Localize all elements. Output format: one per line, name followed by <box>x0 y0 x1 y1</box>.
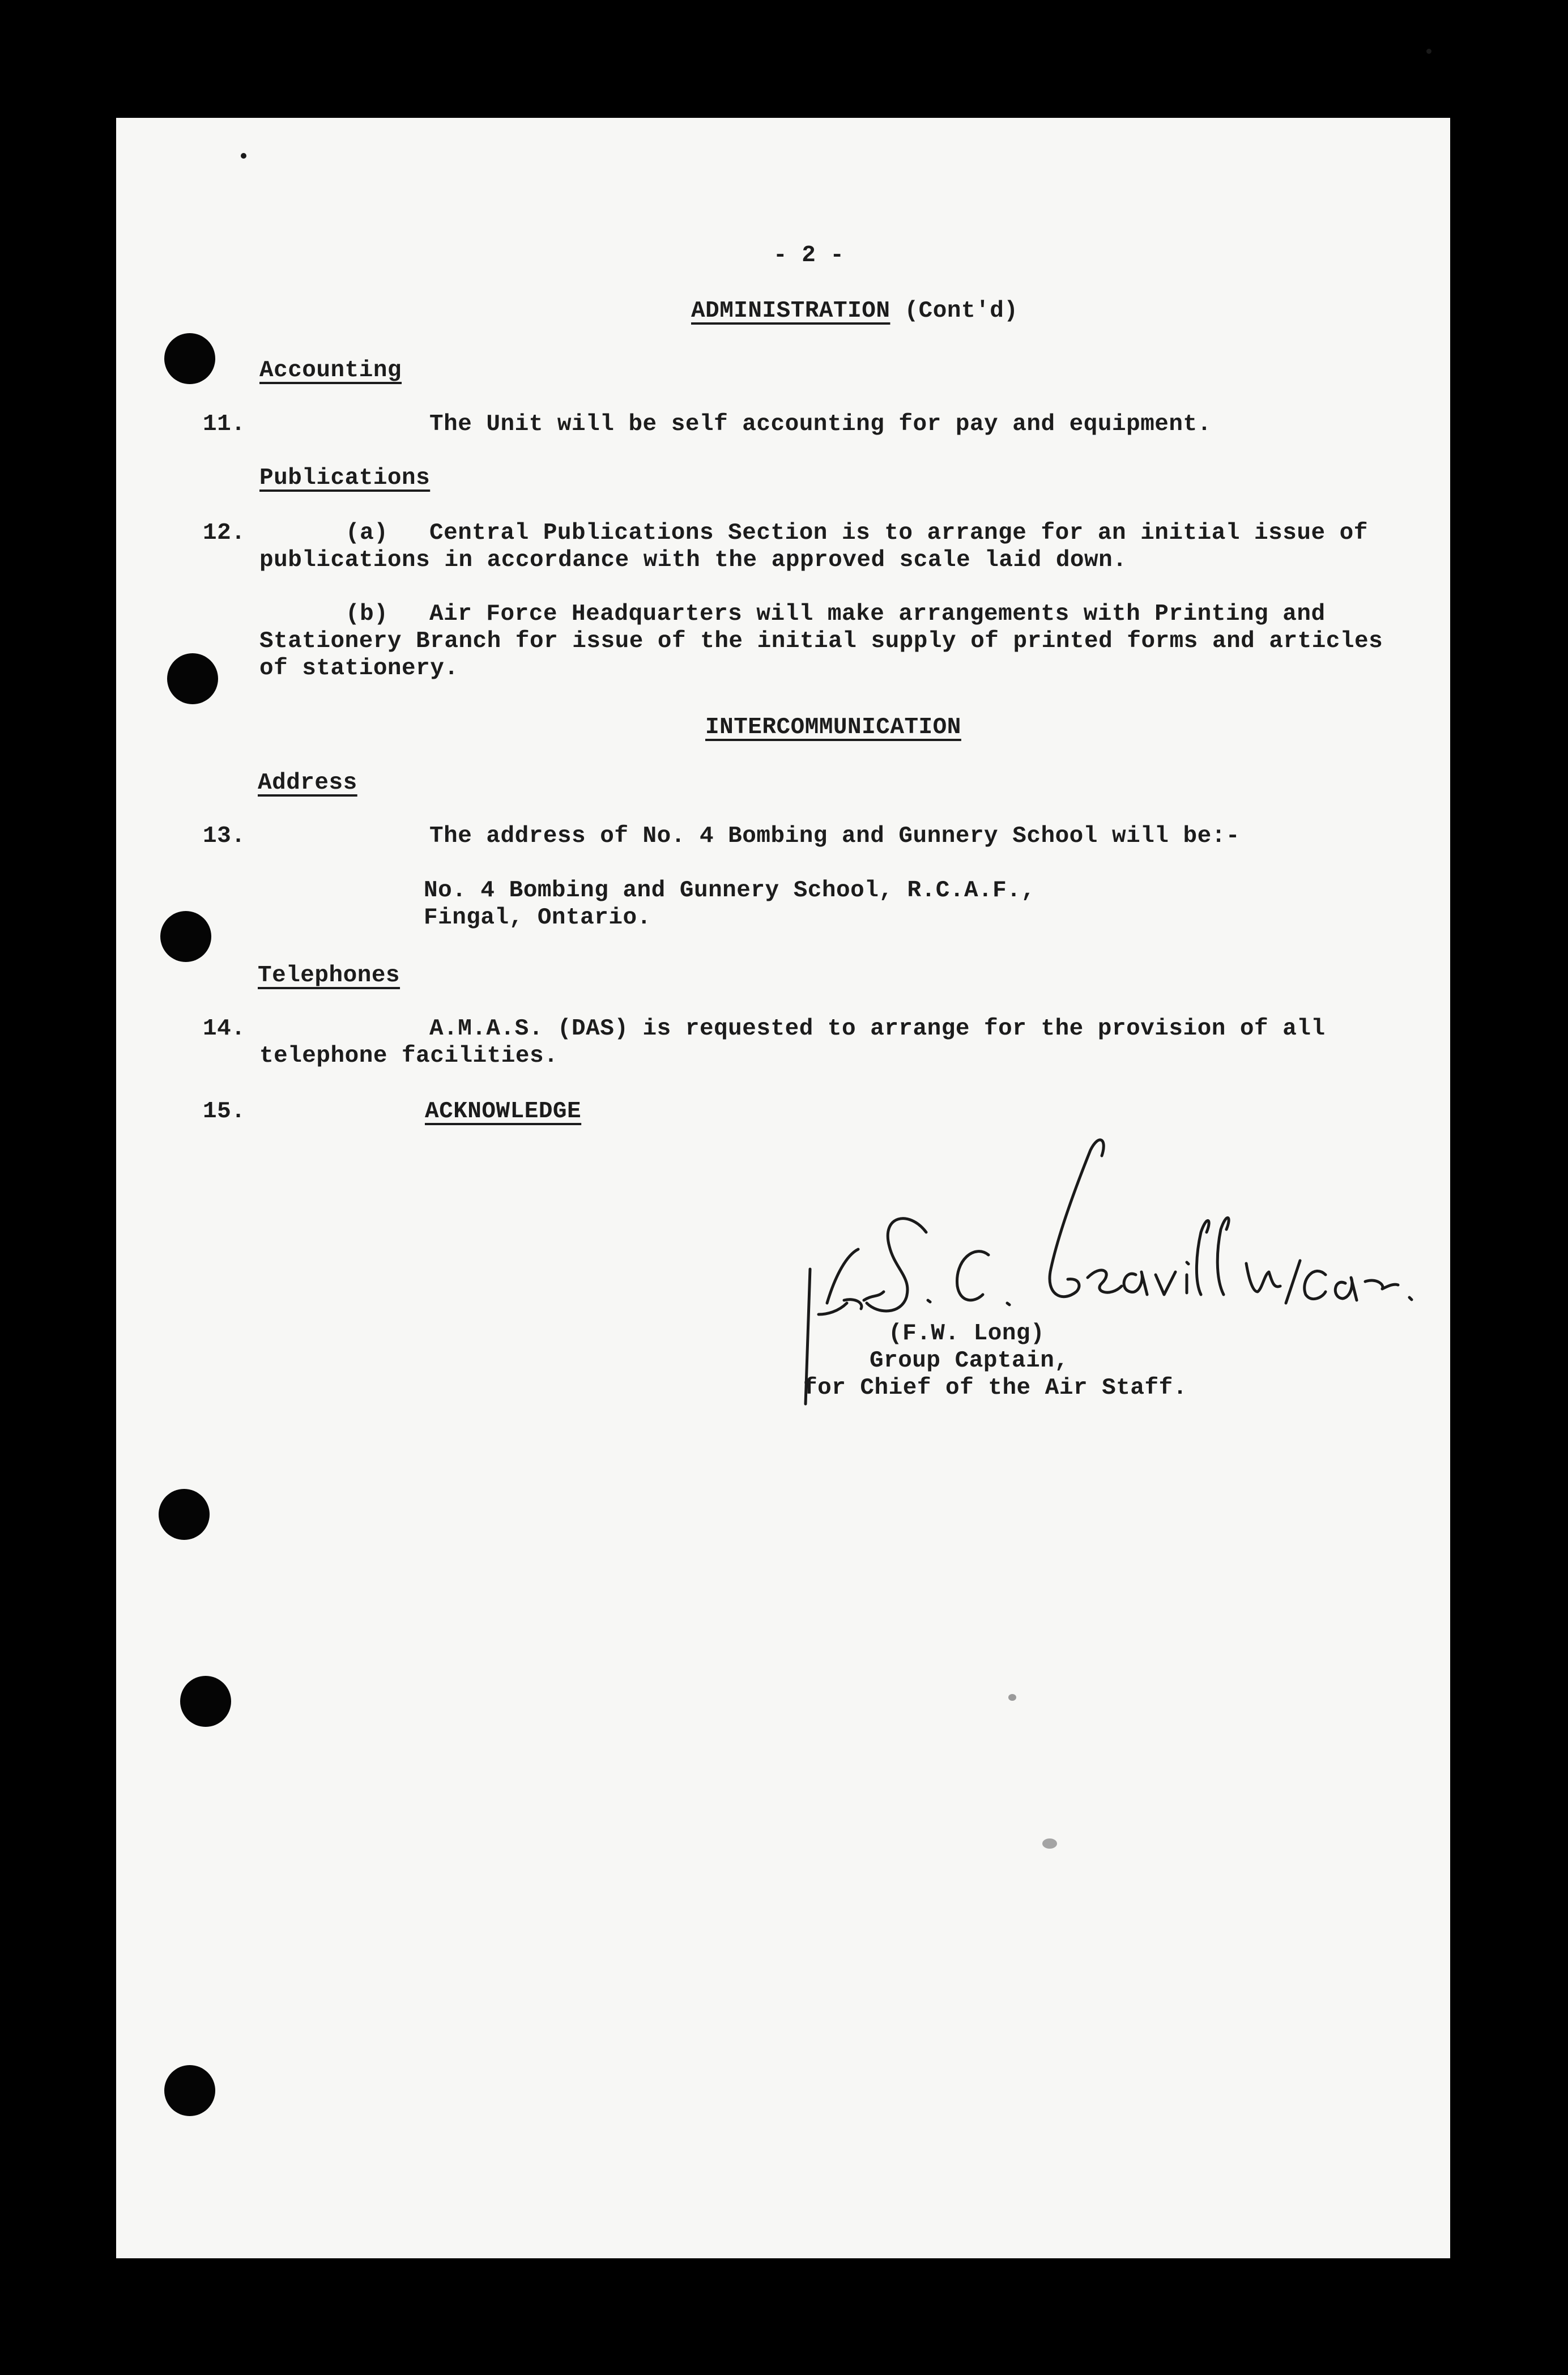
para-12a-label: (a) <box>346 520 389 546</box>
para-12a-line1: Central Publications Section is to arrange for an initial issue of <box>429 520 1368 546</box>
para-number-11: 11. <box>203 411 246 437</box>
para-13-text: The address of No. 4 Bombing and Gunnery School will be:- <box>429 823 1240 849</box>
speck <box>241 153 246 159</box>
page-number: - 2 - <box>773 242 845 269</box>
para-11-text: The Unit will be self accounting for pay and equipment. <box>429 411 1212 437</box>
acknowledge-text: ACKNOWLEDGE <box>425 1099 582 1125</box>
para-12b-line3: of stationery. <box>259 656 459 682</box>
heading-intercommunication: INTERCOMMUNICATION <box>705 714 961 740</box>
punch-hole-4 <box>159 1489 210 1540</box>
para-14-line1: A.M.A.S. (DAS) is requested to arrange for the provision of all <box>429 1016 1326 1042</box>
heading-administration-suffix: (Cont'd) <box>890 298 1019 324</box>
speck <box>1042 1838 1057 1849</box>
para-12a-line2: publications in accordance with the approved scale laid down. <box>259 547 1127 573</box>
signatory-name: (F.W. Long) <box>888 1321 1045 1347</box>
speck <box>1008 1694 1016 1701</box>
signatory-rank: Group Captain, <box>870 1348 1069 1374</box>
heading-administration-title: ADMINISTRATION <box>691 298 890 324</box>
punch-hole-5 <box>180 1676 231 1727</box>
section-heading-address: Address <box>258 770 357 796</box>
section-heading-publications: Publications <box>259 465 431 491</box>
section-heading-telephones: Telephones <box>258 963 400 989</box>
heading-administration <box>691 297 1018 325</box>
para-12b-line2: Stationery Branch for issue of the initial supply of printed forms and articles <box>259 628 1383 654</box>
para-14-line2: telephone facilities. <box>259 1043 559 1069</box>
punch-hole-6 <box>164 2065 215 2116</box>
para-12b-label: (b) <box>346 601 389 627</box>
para-number-14: 14. <box>203 1016 246 1042</box>
punch-hole-2 <box>167 653 218 704</box>
punch-hole-1 <box>164 333 215 384</box>
para-number-12: 12. <box>203 520 246 546</box>
para-12b-line1: Air Force Headquarters will make arrangements with Printing and <box>429 601 1326 627</box>
para-number-13: 13. <box>203 823 246 849</box>
para-number-15: 15. <box>203 1099 246 1125</box>
address-line2: Fingal, Ontario. <box>424 905 651 931</box>
signatory-for-line: for Chief of the Air Staff. <box>803 1375 1187 1401</box>
speck <box>1426 49 1431 54</box>
address-line1: No. 4 Bombing and Gunnery School, R.C.A.F., <box>424 878 1036 904</box>
punch-hole-3 <box>160 911 211 962</box>
section-heading-accounting: Accounting <box>259 357 402 384</box>
